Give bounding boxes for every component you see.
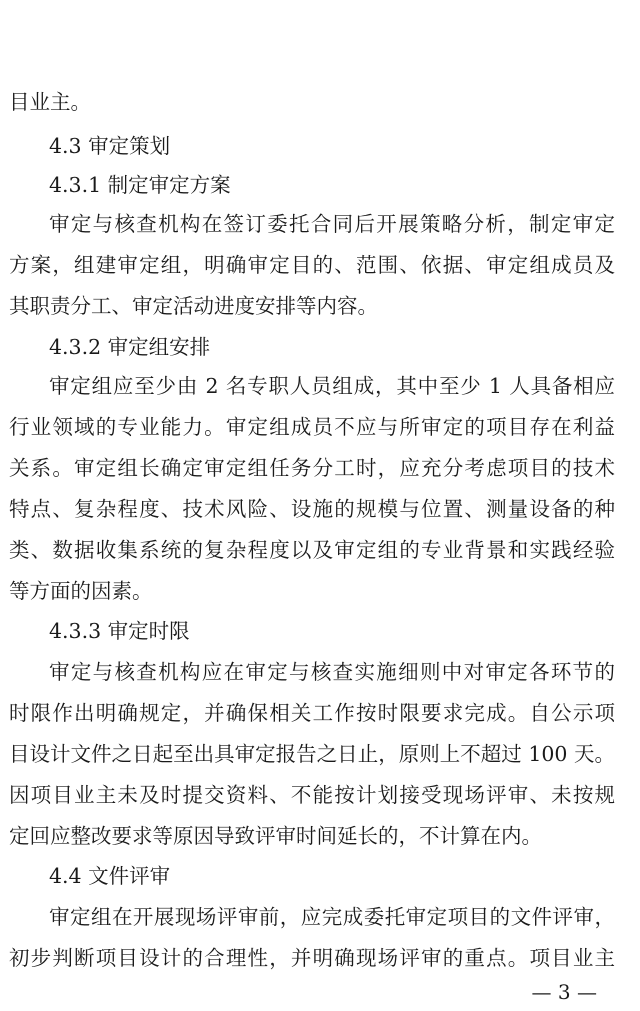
paragraph-line: 其职责分工、审定活动进度安排等内容。 bbox=[9, 294, 378, 318]
paragraph-line: 定回应整改要求等原因导致评审时间延长的，不计算在内。 bbox=[9, 824, 542, 848]
paragraph-line: 方案，组建审定组，明确审定目的、范围、依据、审定组成员及 bbox=[9, 253, 615, 277]
section-heading: 4.4 文件评审 bbox=[49, 864, 171, 888]
subsection-heading: 4.3.1 制定审定方案 bbox=[49, 173, 231, 197]
paragraph-line: 行业领域的专业能力。审定组成员不应与所审定的项目存在利益 bbox=[9, 415, 615, 439]
paragraph-line: 等方面的因素。 bbox=[9, 579, 153, 603]
section-heading: 4.3 审定策划 bbox=[49, 134, 171, 158]
paragraph-line: 因项目业主未及时提交资料、不能按计划接受现场评审、未按规 bbox=[9, 783, 615, 807]
page-number: — 3 — bbox=[531, 980, 597, 1004]
text-line: 目业主。 bbox=[9, 90, 91, 114]
subsection-heading: 4.3.2 审定组安排 bbox=[49, 335, 211, 359]
paragraph-line: 类、数据收集系统的复杂程度以及审定组的专业背景和实践经验 bbox=[9, 538, 615, 562]
paragraph-line: 初步判断项目设计的合理性，并明确现场评审的重点。项目业主 bbox=[9, 946, 615, 970]
paragraph-line: 审定组应至少由 2 名专职人员组成，其中至少 1 人具备相应 bbox=[49, 374, 615, 398]
subsection-heading: 4.3.3 审定时限 bbox=[49, 619, 190, 643]
paragraph-line: 审定与核查机构在签订委托合同后开展策略分析，制定审定 bbox=[49, 212, 615, 236]
paragraph-line: 目设计文件之日起至出具审定报告之日止，原则上不超过 100 天。 bbox=[9, 742, 615, 766]
paragraph-line: 特点、复杂程度、技术风险、设施的规模与位置、测量设备的种 bbox=[9, 497, 615, 521]
paragraph-line: 审定组在开展现场评审前，应完成委托审定项目的文件评审， bbox=[49, 905, 615, 929]
paragraph-line: 时限作出明确规定，并确保相关工作按时限要求完成。自公示项 bbox=[9, 701, 615, 725]
paragraph-line: 关系。审定组长确定审定组任务分工时，应充分考虑项目的技术 bbox=[9, 456, 615, 480]
paragraph-line: 审定与核查机构应在审定与核查实施细则中对审定各环节的 bbox=[49, 660, 615, 684]
